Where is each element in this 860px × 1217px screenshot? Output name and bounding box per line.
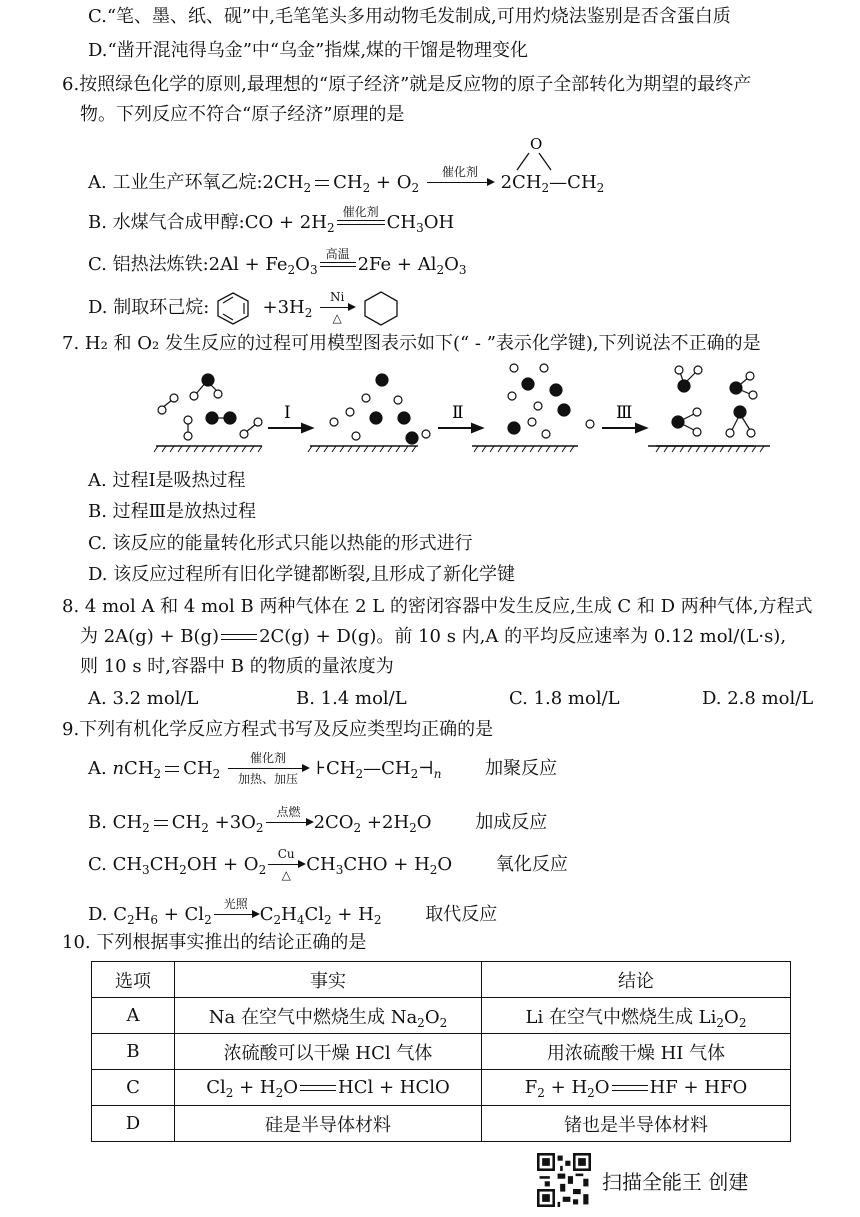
row-c-option: C xyxy=(92,1070,175,1106)
stage2-arrow xyxy=(438,424,482,432)
q8-equals-sign xyxy=(221,634,257,640)
header-option: 选项 xyxy=(92,962,175,998)
q6-option-d-arrow xyxy=(320,291,354,325)
row-b-fact: 浓硫酸可以干燥 HCl 气体 xyxy=(175,1034,482,1070)
q9-option-d: D. $C_2H_6 + Cl_2$ 光照 $C_2H_4Cl_2 + H_2$ 取代反应 xyxy=(88,898,497,932)
q8-option-a: A. 3.2 mol/L xyxy=(88,688,199,709)
q8-stem-line1: 8. 4 mol A 和 4 mol B 两种气体在 2 L 的密闭容器中发生反应,生成 C 和 D 两种气体,方程式 xyxy=(62,596,813,617)
step1-label: Ⅰ xyxy=(284,403,291,423)
row-c-fact: $Cl_2 + H_2O$ HCl + HClO xyxy=(175,1070,482,1106)
q7-option-a: A. 过程Ⅰ是吸热过程 xyxy=(88,470,246,491)
q6-option-c-equals xyxy=(320,248,356,282)
table-row xyxy=(92,1106,791,1142)
q6-option-a-condition: 催化剂 xyxy=(441,165,478,179)
stage2-atoms xyxy=(330,374,430,444)
q6-stem-line1: 6.按照绿色化学的原则,最理想的“原子经济”就是反应物的原子全部转化为期望的最终产 xyxy=(62,74,752,95)
header-conclusion: 结论 xyxy=(482,962,791,998)
q7-option-b: B. 过程Ⅲ是放热过程 xyxy=(88,501,257,522)
table-row xyxy=(92,1034,791,1070)
q6-option-a-arrow xyxy=(427,166,493,200)
row-d-fact: 硅是半导体材料 xyxy=(175,1106,482,1142)
stage1-arrow xyxy=(268,424,312,432)
q6-option-d: D. 制取环己烷: $+3H_2$ Ni △ xyxy=(88,290,400,326)
q9-option-c-condition-bottom: △ xyxy=(281,868,291,882)
stage3-arrow xyxy=(602,424,646,432)
row-d-option: D xyxy=(92,1106,175,1142)
header-fact: 事实 xyxy=(175,962,482,998)
q6-option-b: B. 水煤气合成甲醇:CO + $2H_2$ 催化剂 $CH_3OH$ xyxy=(88,206,454,240)
step2-label: Ⅱ xyxy=(452,403,464,423)
q9-option-d-type: 取代反应 xyxy=(425,904,498,925)
q9-option-c-condition-top: Cu xyxy=(277,847,295,861)
q6-option-b-equals xyxy=(337,206,385,240)
q8-equation-left: 为 2A(g) + B(g) xyxy=(80,626,220,647)
q9-option-b-condition: 点燃 xyxy=(276,805,301,819)
q9-option-a-condition-bottom: 加热、加压 xyxy=(238,772,299,786)
q8-stem-line3: 则 10 s 时,容器中 B 的物质的量浓度为 xyxy=(80,656,394,677)
q9-option-a-arrow xyxy=(228,752,308,786)
q8-equation-right: 2C(g) + D(g)。前 10 s 内,A 的平均反应速率为 0.12 mol/(L·s), xyxy=(259,626,787,647)
reaction-model-diagram xyxy=(150,360,810,460)
q9-option-b-type: 加成反应 xyxy=(475,812,548,833)
q5-option-d: D.“凿开混沌得乌金”中“乌金”指煤,煤的干馏是物理变化 xyxy=(88,40,529,61)
q9-option-b-arrow xyxy=(266,806,312,840)
q10-stem: 10. 下列根据事实推出的结论正确的是 xyxy=(62,932,367,953)
q9-option-d-condition: 光照 xyxy=(223,897,248,911)
q6-option-a-label: A. 工业生产环氧乙烷: xyxy=(88,172,263,193)
q5-option-c: C.“笔、墨、纸、砚”中,毛笔笔头多用动物毛发制成,可用灼烧法鉴别是否含蛋白质 xyxy=(88,6,731,27)
q9-stem: 9.下列有机化学反应方程式书写及反应类型均正确的是 xyxy=(62,719,494,740)
row-b-conclusion: 用浓硫酸干燥 HI 气体 xyxy=(482,1034,791,1070)
row-d-conclusion: 锗也是半导体材料 xyxy=(482,1106,791,1142)
q6-stem-line2: 物。下列反应不符合“原子经济”原理的是 xyxy=(80,104,405,125)
q6-option-a: A. 工业生产环氧乙烷$:2CH_2$ $CH_2 + O_2$ 催化剂 $2CH_2—CH_2$ xyxy=(88,166,604,200)
q9-option-a-type: 加聚反应 xyxy=(485,758,558,779)
q8-option-d: D. 2.8 mol/L xyxy=(702,688,814,709)
q8-stem-line2 xyxy=(80,626,786,648)
q6-option-d-label: D. 制取环己烷: xyxy=(88,297,210,318)
q9-option-b: B. $CH_2$ $CH_2 +3O_2$ 点燃 $2CO_2 +2H_2O$ 加成反应 xyxy=(88,806,547,840)
cyclohexane-ring-icon xyxy=(362,290,400,326)
q6-option-c: C. 铝热法炼铁:2Al + $Fe_2O_3$ 高温 $2Fe + Al_2O_3$ xyxy=(88,248,467,282)
row-c-conclusion: $F_2 + H_2O$ HF + HFO xyxy=(482,1070,791,1106)
scanner-watermark: 扫描全能王 创建 xyxy=(602,1170,749,1194)
step3-label: Ⅲ xyxy=(616,403,633,423)
q8-option-b: B. 1.4 mol/L xyxy=(296,688,407,709)
q6-option-d-condition-top: Ni xyxy=(329,290,345,304)
q6-option-d-condition-bottom: △ xyxy=(332,311,342,325)
q7-option-d: D. 该反应过程所有旧化学键都断裂,且形成了新化学键 xyxy=(88,564,515,585)
q6-option-b-condition: 催化剂 xyxy=(342,205,379,219)
q9-option-c-type: 氧化反应 xyxy=(495,854,568,875)
q7-option-c: C. 该反应的能量转化形式只能以热能的形式进行 xyxy=(88,533,473,554)
table-header-row xyxy=(92,962,791,998)
row-a-conclusion: Li 在空气中燃烧生成 $Li_2O_2$ xyxy=(482,998,791,1034)
q9-option-a: A. nCH$_2$ $CH_2$ 催化剂 加热、加压 $⊦CH_2—CH_2⊣_n$ 加聚反应 xyxy=(88,751,558,786)
row-a-fact: Na 在空气中燃烧生成 $Na_2O_2$ xyxy=(175,998,482,1034)
facts-table xyxy=(91,961,791,1142)
qr-code-icon xyxy=(537,1153,591,1207)
stage1-molecules xyxy=(158,374,262,440)
table-row xyxy=(92,998,791,1034)
q9-option-a-condition-top: 催化剂 xyxy=(250,751,287,765)
q9-option-d-arrow xyxy=(214,898,258,932)
row-a-option: A xyxy=(92,998,175,1034)
q7-stem: 7. H₂ 和 O₂ 发生反应的过程可用模型图表示如下(“ - ”表示化学键),下列说法不正确的是 xyxy=(62,333,761,354)
row-b-option: B xyxy=(92,1034,175,1070)
table-row xyxy=(92,1070,791,1106)
stage3-atoms xyxy=(508,364,594,438)
svg-text:O: O xyxy=(530,136,543,153)
q9-option-c-arrow xyxy=(268,848,304,882)
q9-option-c: C. $CH_3CH_2OH + O_2$ Cu △ $CH_3CHO + H_2O$ 氧化反应 xyxy=(88,847,568,882)
q6-option-c-condition: 高温 xyxy=(325,247,350,261)
stage4-molecules xyxy=(672,366,757,437)
benzene-ring-icon xyxy=(215,291,251,325)
q8-option-c: C. 1.8 mol/L xyxy=(509,688,620,709)
q6-option-b-label: B. 水煤气合成甲醇: xyxy=(88,212,245,233)
q6-option-c-label: C. 铝热法炼铁: xyxy=(88,254,209,275)
